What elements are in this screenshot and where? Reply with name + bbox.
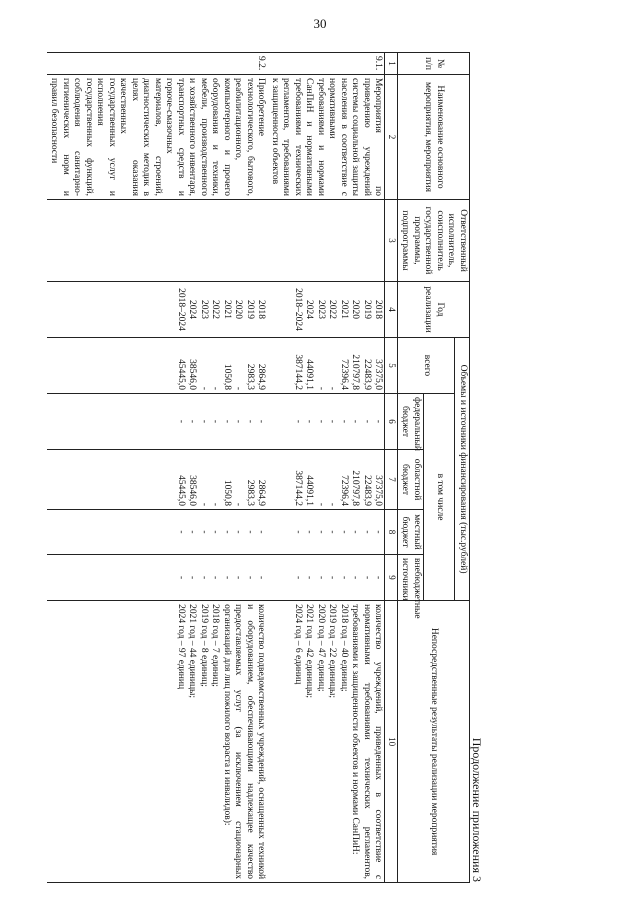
column-index-6: 6 [385, 394, 398, 450]
local-amount-value: - [339, 530, 349, 534]
regional-amount-value: 44091,1 [304, 475, 315, 506]
regional-amount-value: 37375,0 [373, 475, 384, 506]
total-amount-value: 2864,9 [256, 363, 267, 390]
result-cell [268, 601, 386, 883]
header-responsible: Ответственный исполнитель, соисполнитель государственной программы, подпрограммы [398, 200, 470, 282]
local-amount-value: - [256, 530, 267, 534]
rotated-table-block [49, 52, 484, 882]
regional-amount-value: 210797,8 [350, 470, 361, 506]
total-amount [47, 338, 268, 394]
extrabudget-amount-value: - [210, 575, 221, 580]
header-funding: Объемы и источники финансирования (тыс.рублей) [455, 338, 470, 601]
years-value: 2023 [316, 300, 326, 319]
column-index-2: 2 [385, 75, 398, 200]
result-description: количество учреждений, приведенных в соответствие с нормативными требованиями технических регламентов, требованиями к защищенности объектов и нормами СанПиН: [350, 604, 384, 880]
years-value: 2023 [199, 300, 209, 319]
responsible-executor [47, 200, 268, 282]
total-amount-value: 37375,0 [373, 359, 384, 390]
column-index-10: 10 [385, 601, 398, 883]
regional-amount-value: 38546,0 [187, 475, 198, 506]
federal-amount-value: - [187, 419, 198, 424]
total-amount-value: 22483,9 [362, 359, 372, 390]
regional-amount [268, 450, 386, 510]
federal-amount-value: - [233, 419, 244, 424]
header-total: всего [398, 338, 456, 394]
total-amount-value: 2983,3 [245, 363, 255, 390]
federal-amount-value: - [293, 419, 303, 424]
total-amount-value: 45445,0 [176, 359, 186, 390]
federal-amount-value: - [304, 419, 315, 424]
years [268, 282, 386, 338]
activity-name: Приобретение технологического, бытового, реабилитационного, компьютерного и прочего оборудования и техники, мебели, производственного и хозяйственного инвентаря, транспортных средств и горюче-смазочных материалов, строений, диагностических методик в целях оказания качественных государственных услуг и исполнения государственных функций, соблюдения санитарно-гигиенических норм и правил безопасности [47, 75, 268, 200]
header-including: в том числе [424, 394, 456, 601]
column-index-8: 8 [385, 510, 398, 555]
federal-amount-value: - [176, 419, 186, 424]
years [47, 282, 268, 338]
result-list-item: 2021 год – 44 единицы; [187, 604, 198, 699]
extrabudget-amount-value: - [256, 575, 267, 580]
regional-amount-value: - [210, 502, 221, 506]
row-number: 9.1. [268, 53, 386, 75]
extrabudget-amount [47, 555, 268, 601]
column-index-row [385, 53, 398, 883]
local-amount-value: - [293, 530, 303, 534]
years-value: 2022 [327, 300, 338, 319]
years-value: 2018 [256, 300, 267, 319]
local-amount-value: - [316, 530, 326, 534]
local-amount-value: - [373, 530, 384, 534]
total-amount-value: - [316, 386, 326, 390]
column-index-7: 7 [385, 450, 398, 510]
extrabudget-amount-value: - [327, 575, 338, 580]
total-amount-value: 72396,4 [339, 359, 349, 390]
federal-amount-value: - [350, 419, 361, 424]
total-amount-value: - [327, 386, 338, 390]
extrabudget-amount-value: - [293, 575, 303, 580]
table-row [268, 53, 386, 883]
years-value: 2018–2024 [176, 288, 186, 331]
responsible-executor [268, 200, 386, 282]
total-amount-value: 44091,1 [304, 359, 315, 390]
federal-amount-value: - [210, 419, 221, 424]
local-amount-value: - [176, 530, 186, 534]
extrabudget-amount-value: - [199, 575, 209, 580]
extrabudget-amount-value: - [304, 575, 315, 580]
header-extrabudget: внебюджетные источники [398, 555, 424, 601]
years-value: 2020 [350, 300, 361, 319]
federal-amount-value: - [373, 419, 384, 424]
years-value: 2018 [373, 300, 384, 319]
years-value: 2022 [210, 300, 221, 319]
column-index-3: 3 [385, 200, 398, 282]
regional-amount-value: - [233, 502, 244, 506]
result-cell [47, 601, 268, 883]
local-amount-value: - [222, 530, 232, 534]
header-results: Непосредственные результаты реализации мероприятия [398, 601, 470, 883]
table-row [47, 53, 268, 883]
column-index-9: 9 [385, 555, 398, 601]
local-amount-value: - [327, 530, 338, 534]
regional-amount-value: - [327, 502, 338, 506]
total-amount-value: 387144,2 [293, 354, 303, 390]
header-regional: областной бюджет [398, 450, 424, 510]
years-value: 2024 [187, 300, 198, 319]
local-amount-value: - [304, 530, 315, 534]
table-body [47, 53, 385, 883]
extrabudget-amount-value: - [245, 575, 255, 580]
regional-amount-value: 72396,4 [339, 475, 349, 506]
local-amount-value: - [199, 530, 209, 534]
program-table [47, 52, 470, 883]
extrabudget-amount-value: - [187, 575, 198, 580]
result-list-item: 2019 год – 22 единицы; [327, 604, 338, 699]
total-amount-value: - [199, 386, 209, 390]
regional-amount-value: 2864,9 [256, 479, 267, 506]
extrabudget-amount-value: - [233, 575, 244, 580]
regional-amount-value: 45445,0 [176, 475, 186, 506]
federal-amount-value: - [362, 419, 372, 424]
local-amount [268, 510, 386, 555]
continuation-label: Продолжение приложения 3 [470, 737, 484, 882]
extrabudget-amount-value: - [339, 575, 349, 580]
header-local: местный бюджет [398, 510, 424, 555]
extrabudget-amount-value: - [373, 575, 384, 580]
extrabudget-amount-value: - [176, 575, 186, 580]
years-value: 2019 [245, 300, 255, 319]
local-amount-value: - [210, 530, 221, 534]
local-amount-value: - [245, 530, 255, 534]
result-list-item: 2018 год – 40 единиц; [339, 604, 349, 692]
header-year: Год реализации [398, 282, 470, 338]
extrabudget-amount-value: - [350, 575, 361, 580]
federal-amount-value: - [245, 419, 255, 424]
activity-name: Мероприятия по приведению учреждений системы социальной защиты населения в соответствие с нормативными требованиями и нормами СанПиН и нормативными требованиями технических регламентов, требованиями к защищенности объектов [268, 75, 386, 200]
page-number: 30 [313, 16, 327, 31]
column-index-4: 4 [385, 282, 398, 338]
header-num: № п/п [398, 53, 470, 75]
regional-amount-value: 22483,9 [362, 475, 372, 506]
local-amount-value: - [233, 530, 244, 534]
total-amount-value: 1050,8 [222, 363, 232, 390]
regional-amount-value: - [199, 502, 209, 506]
federal-amount-value: - [199, 419, 209, 424]
result-list-item: 2020 год – 47 единиц; [316, 604, 326, 692]
column-index-1: 1 [385, 53, 398, 75]
regional-amount-value: 387144,2 [293, 470, 303, 506]
regional-amount-value: - [316, 502, 326, 506]
column-index-5: 5 [385, 338, 398, 394]
header-federal: федеральный бюджет [398, 394, 424, 450]
total-amount [268, 338, 386, 394]
years-value: 2020 [233, 300, 244, 319]
federal-amount-value: - [327, 419, 338, 424]
header-name: Наименование основного мероприятия, мероприятия [398, 75, 470, 200]
local-amount-value: - [362, 530, 372, 534]
years-value: 2024 [304, 300, 315, 319]
federal-amount [268, 394, 386, 450]
federal-amount-value: - [222, 419, 232, 424]
regional-amount-value: 1050,8 [222, 479, 232, 506]
local-amount [47, 510, 268, 555]
result-list-item: 2024 год – 97 единиц [176, 604, 186, 690]
result-list-item: 2024 год – 6 единиц [293, 604, 303, 685]
federal-amount [47, 394, 268, 450]
federal-amount-value: - [316, 419, 326, 424]
total-amount-value: - [233, 386, 244, 390]
regional-amount-value: 2983,3 [245, 479, 255, 506]
total-amount-value: - [210, 386, 221, 390]
regional-amount [47, 450, 268, 510]
extrabudget-amount-value: - [362, 575, 372, 580]
row-number: 9.2. [47, 53, 268, 75]
federal-amount-value: - [256, 419, 267, 424]
local-amount-value: - [187, 530, 198, 534]
years-value: 2021 [339, 300, 349, 319]
result-list-item: 2019 год – 8 единиц; [199, 604, 209, 687]
result-list-item: 2021 год – 42 единицы; [304, 604, 315, 699]
extrabudget-amount [268, 555, 386, 601]
result-list-item: 2018 год – 7 единиц; [210, 604, 221, 687]
federal-amount-value: - [339, 419, 349, 424]
local-amount-value: - [350, 530, 361, 534]
years-value: 2021 [222, 300, 232, 319]
total-amount-value: 38546,0 [187, 359, 198, 390]
total-amount-value: 210797,8 [350, 354, 361, 390]
result-description: количество подведомственных учреждений, оснащенных техникой и оборудованием, обеспечивающими надлежащее качество предоставляемых услуг (за исключением стационарных организаций для лиц пожилого возраста и инвалидов): [222, 604, 267, 880]
years-value: 2019 [362, 300, 372, 319]
extrabudget-amount-value: - [316, 575, 326, 580]
years-value: 2018–2024 [293, 288, 303, 331]
extrabudget-amount-value: - [222, 575, 232, 580]
